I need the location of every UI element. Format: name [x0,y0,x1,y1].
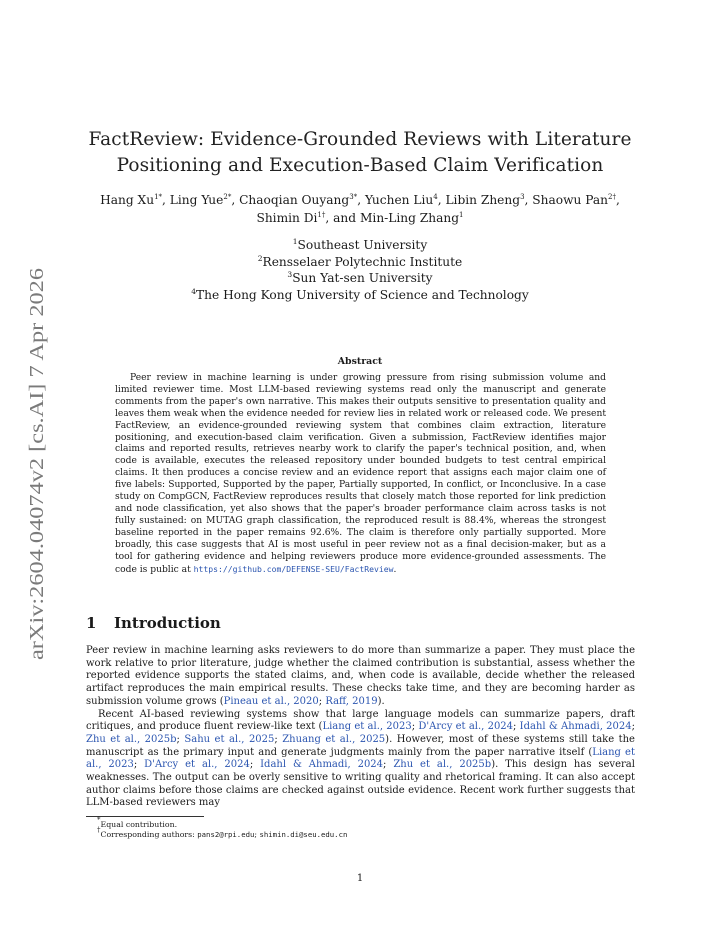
section-number: 1 [86,614,97,632]
abstract-paragraph [115,373,606,576]
citation-sep: ; [318,695,326,707]
affiliation [60,237,660,254]
citation-link[interactable]: Idahl & Ahmadi, 2024 [260,759,384,771]
author-and: and [333,211,357,225]
citation-link[interactable]: Idahl & Ahmadi, 2024 [519,721,632,733]
author-list [60,191,660,227]
citation-link[interactable]: Sahu et al., 2025 [184,733,275,745]
footnote-corresponding [86,826,635,840]
paper-title-line-2: Positioning and Execution-Based Claim Verification [116,155,604,176]
author-mark: 4 [433,193,438,201]
author-name: Ling Yue [169,193,224,207]
author-name: Shaowu Pan [532,193,609,207]
citation-link[interactable]: D'Arcy et al., 2024 [144,759,250,771]
intro-paragraph-1 [86,645,635,709]
citation-link[interactable]: D'Arcy et al., 2024 [418,721,514,733]
affiliation-name: Southeast University [297,238,428,252]
affiliation [60,287,660,304]
author-name: Yuchen Liu [364,193,434,207]
body-text: Peer review in machine learning asks reviewers to do more than summarize a paper. They must place the work relative to prior literature, judge whether the claimed contribution is substantial, assess whether the reported evidence supports the stated claims, and, when code is available, decide whether the released artifact reproduces the main empirical results. These checks take time, and they are becoming harder as submission volume grows ( [86,645,635,707]
author-mark: 1* [154,193,163,201]
abstract-body [115,373,606,576]
footnote-rule [86,816,204,817]
citation-sep: ; [631,721,635,733]
footnote-equal [86,816,635,830]
citation-sep: ; [513,721,520,733]
author-mark: 3 [520,193,525,201]
intro-body [86,645,635,810]
abstract-heading: Abstract [337,356,383,367]
author-line-2: Shimin $Di^{1\dagger}$, and Min-Ling Zhang$^1$ [256,211,464,225]
author-mark: 2† [608,193,616,201]
code-link[interactable]: https://github.com/DEFENSE-SEU/FactReview [193,563,394,574]
affiliation-mark: 4 [191,286,197,296]
footnote-sep: ; [254,830,260,840]
abstract-end: . [393,564,397,575]
body-text: ). However, most of these systems still take the manuscript as the primary input and generate judgments mainly from the paper narrative itself ( [86,733,635,758]
affiliation [60,254,660,271]
email-link[interactable]: pans2@rpi.edu [197,830,255,840]
arxiv-stamp [16,265,52,665]
section-title: Introduction [114,614,221,632]
citation-sep: ; [411,721,419,733]
citation-link[interactable]: Zhu et al., 2025b [393,759,492,771]
affiliation-mark: 2 [257,253,263,263]
page-number: 1 [356,873,364,884]
body-text: ). This design has several weaknesses. The output can be overly sensitive to writing quality and rhetorical framing. It can also accept author claims before those claims are checked against outside evidence. Recent work further suggests that LLM-based reviewers may [86,759,635,809]
citation-link[interactable]: Pineau et al., 2020 [223,695,319,707]
footnote-text: Corresponding authors: [100,830,198,840]
affiliation-list [60,237,660,303]
citation-link[interactable]: Raff, 2019 [325,695,378,707]
paper-title [60,127,660,179]
citation-sep: ; [133,759,145,771]
author-name: Min-Ling Zhang [359,211,460,225]
citation-sep: ; [274,733,283,745]
paper-title-line-1: FactReview: Evidence-Grounded Reviews with Literature [88,129,632,150]
citation-sep: ; [176,733,185,745]
author-mark: 3* [349,193,358,201]
citation-link[interactable]: Zhu et al., 2025b [86,733,177,745]
footnotes [86,816,635,841]
author-name: Chaoqian Ouyang [239,193,350,207]
body-text: Recent AI-based reviewing systems show that large language models can summarize papers, draft critiques, and produce fluent review-like text ( [86,708,635,733]
affiliation-name: Rensselaer Polytechnic Institute [262,254,463,269]
body-text: ). [377,695,385,707]
author-mark: 2* [223,193,232,201]
affiliation-name: The Hong Kong University of Science and Technology [196,287,529,302]
author-name: Libin Zheng [445,193,521,207]
email-link[interactable]: shimin.di@seu.edu.cn [259,830,348,840]
footnote-mark: † [97,826,101,835]
abstract-text: Peer review in machine learning is under growing pressure from rising submission volume and limited reviewer time. Most LLM-based reviewing systems read only the manuscript and generate comments from the paper's own narrative. This makes their outputs sensitive to presentation quality and leaves them weak when the evidence needed for review lies in related work or released code. We present FactReview, an evidence-grounded reviewing system that combines claim extraction, literature positioning, and execution-based claim verification. Given a submission, FactReview identifies major claims and reported results, retrieves nearby work to clarify the paper's technical position, and, when code is available, executes the released repository under bounded budgets to test central empirical claims. It then produces a concise review and an evidence report that assigns each major claim one of five labels: Supported, Supported by the paper, Partially supported, In conflict, or Inconclusive. In a case study on CompGCN, FactReview reproduces results that closely match those reported for link prediction and node classification, yet also shows that the paper's broader performance claim across tasks is not fully sustained: on MUTAG graph classification, the reproduced result is 88.4%, whereas the strongest baseline reported in the paper remains 92.6%. The claim is therefore only partially supported. More broadly, this case suggests that AI is most useful in peer review not as a final decision-maker, but as a tool for gathering evidence and helping reviewers produce more evidence-grounded assessments. The code is public at [115,373,606,575]
affiliation-name: Sun Yat-sen University [292,271,433,285]
citation-link[interactable]: Liang et al., 2023 [86,746,635,771]
citation-sep: ; [383,759,394,771]
author-name: Shimin Di [256,211,318,225]
affiliation-mark: 1 [292,237,298,246]
author-mark: 1 [459,211,464,219]
footnote-mark: * [97,816,101,824]
citation-sep: ; [249,759,261,771]
author-mark: 1† [317,211,326,219]
intro-paragraph-2 [86,709,635,811]
arxiv-stamp-text: arXiv:2604.04074v2 [cs.AI] 7 Apr 2026 [27,344,48,660]
citation-link[interactable]: Liang et al., 2023 [322,721,412,733]
affiliation [60,270,660,287]
footnote-text: Equal contribution. [100,820,178,829]
author-line-1: Hang $Xu^{1*}$, Ling Yue$^{2*}$, Chaoqian Ouyang$^{3*}$, Yuchen Liu$^4$, Libin Zheng$^3$, Shaowu Pan$^{2\dagger}$, [100,193,620,207]
affiliation-mark: 3 [287,270,293,279]
author-name: Hang Xu [100,193,155,207]
citation-link[interactable]: Zhuang et al., 2025 [282,733,386,745]
section-heading [86,613,221,633]
